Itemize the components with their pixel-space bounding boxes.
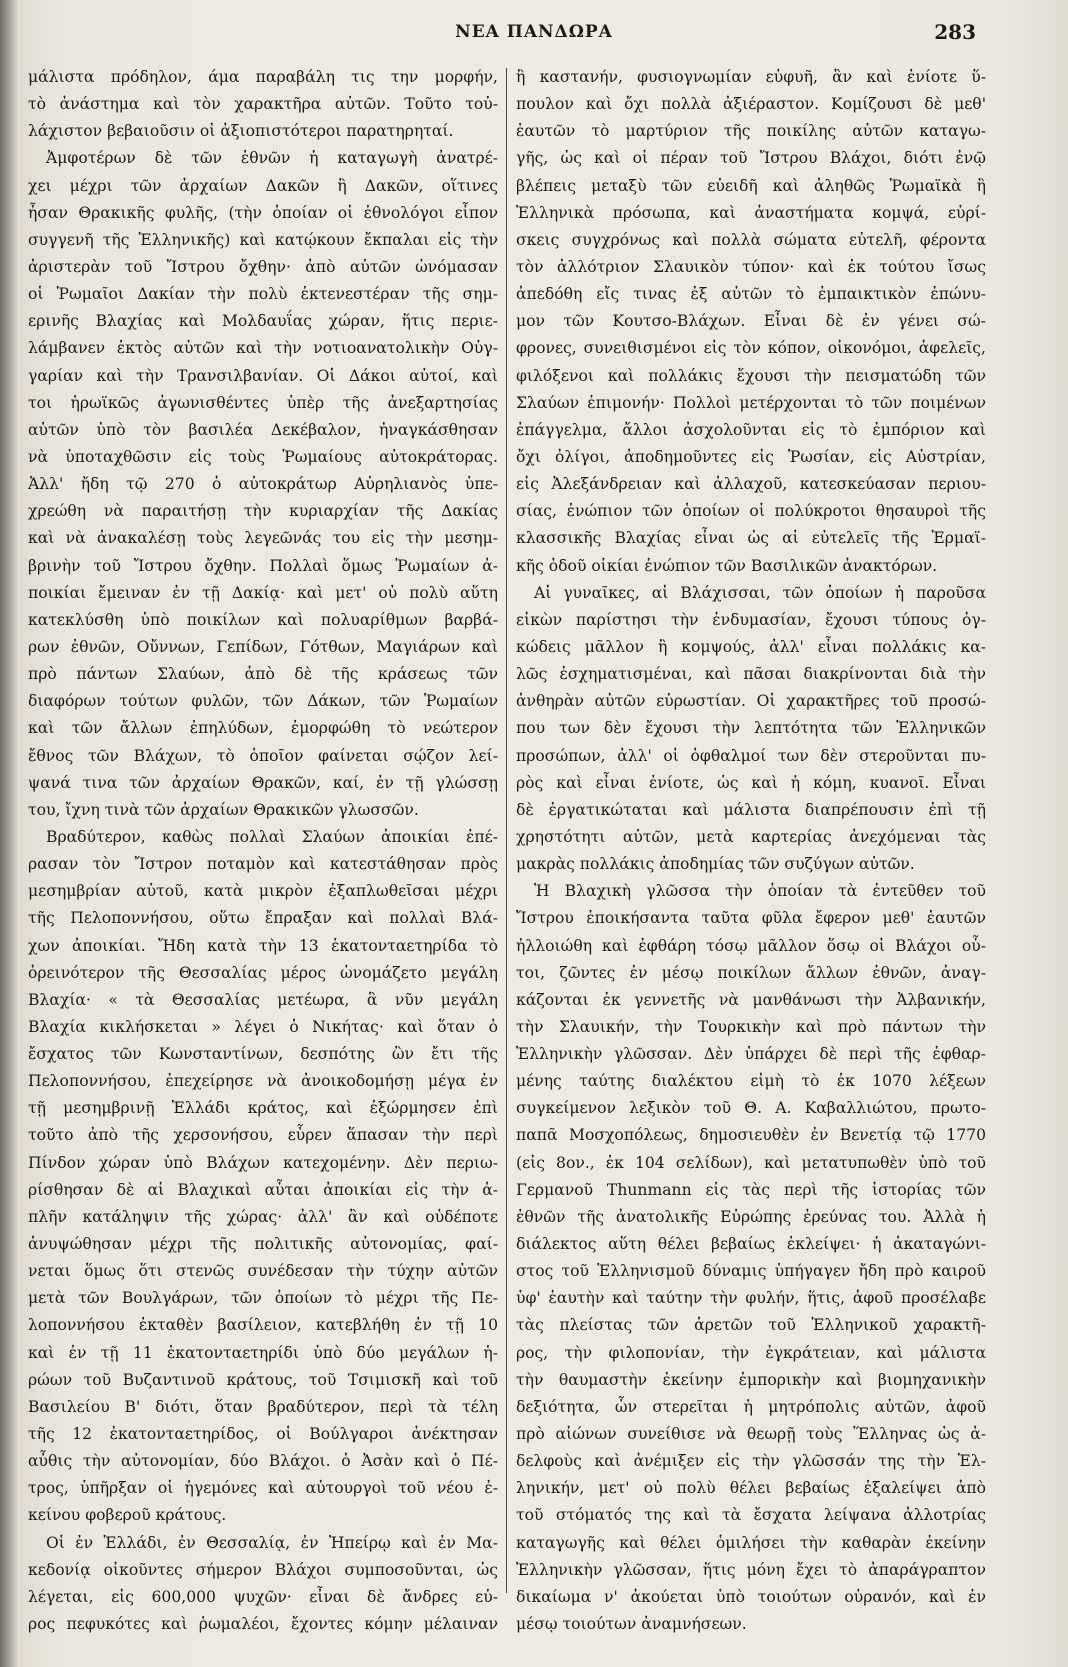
text-line: τὴν θαυμαστὴν ἐκείνην ἐμπορικὴν καὶ βιομηχανικὴν [516,1370,986,1389]
text-line: ἐπάγγελμα, ἄλλοι ἀσχολοῦνται εἰς τὸ ἐμπόριον καὶ [516,420,986,439]
text-line: προσώπων, ἀλλ' οἱ ὀφθαλμοί των δὲν στεροῦνται πυ- [516,746,986,765]
text-line: ὄχι ὀλίγοι, ἀποδημοῦντες εἰς Ῥωσίαν, εἰς Αὐστρίαν, [516,447,986,466]
text-line: γῆς, ὡς καὶ οἱ πέραν τοῦ Ἴστρου Βλάχοι, διότι ἐνῷ [516,149,986,168]
text-line: Βλαχία κικλήσκεται » λέγει ὁ Νικήτας· καὶ ὅταν ὁ [28,1017,498,1036]
text-line: τοῦτο ἀπὸ τῆς χερσονήσου, εὗρεν ἅπασαν τὴν περὶ [28,1126,498,1145]
text-line: κεδονίᾳ οἰκοῦντες σήμερον Βλάχοι συμποσοῦνται, ὡς [28,1560,498,1579]
text-line: αὐτῶν ὑπὸ τὸν βασιλέα Δεκέβαλον, ἠναγκάσθησαν [28,420,498,439]
text-line: Βραδύτερον, καθὼς πολλαὶ Σλαύων ἀποικίαι ἐπέ- [46,827,498,846]
text-line: ποικίαι ἔμειναν ἐν τῇ Δακίᾳ· καὶ μετ' οὐ πολὺ αὕτη [28,583,498,602]
text-line: ἀπεδόθη εἴς τινας ἐξ αὐτῶν τὸ ἐμπαικτικὸν ἐπώνυ- [516,285,986,304]
column-divider [506,68,507,1593]
text-line: ἀνυψώθησαν μέχρι τῆς πολιτικῆς αὐτονομίας, φαί- [28,1235,498,1254]
text-line: του, ἴχνη τινὰ τῶν ἀρχαίων Θρακικῶν γλωσσῶν. [28,800,419,819]
text-line: κατεκλύσθη ὑπὸ ποικίλων καὶ πολυαρίθμων βαρβά- [28,610,498,629]
text-line: λοποννήσου ἐκταθὲν βασίλειον, κατεβλήθη ἐν τῇ 10 [28,1316,498,1335]
text-line: μένης ταύτης διαλέκτου εἰμὴ τὸ ἐκ 1070 λέξεων [516,1072,986,1091]
text-line: πρὸ πάντων Σλαύων, ἀπὸ δὲ τῆς κράσεως τῶν [28,665,498,684]
text-line: λάμβανεν ἐκτὸς αὐτῶν καὶ τὴν νοτιοανατολικὴν Οὐγ- [28,339,498,358]
text-line: ἔθνος τῶν Βλάχων, τὸ ὁποῖον φαίνεται σῴζον λεί- [28,746,498,765]
text-line: Αἱ γυναῖκες, αἱ Βλάχισσαι, τῶν ὁποίων ἡ παροῦσα [534,583,986,602]
text-line: ρὸς καὶ εἶναι ἐνίοτε, ὡς καὶ ἡ κόμη, κυανοῖ. Εἶναι [516,773,986,792]
text-line: τοῦ στόματός της καὶ τὰ ἔσχατα λείψανα ἀλλοτρίας [516,1506,986,1525]
text-line: σκεις συγχρόνως καὶ πολλὰ σώματα εὐτελῆ, φέροντα [516,230,986,249]
text-line: σίας, ἐνώπιον τῶν ὁποίων οἱ πολύκροτοι θησαυροὶ τῆς [516,502,986,521]
text-line: λῶς ἐσχηματισμέναι, καὶ πᾶσαι διακρίνονται διὰ τὴν [516,665,986,684]
text-line: πρὸ αἰώνων συνείθισε νὰ θεωρῇ τοὺς Ἕλληνας ὡς ἀ- [516,1425,986,1444]
text-line: ἑαυτῶν τὸ μαρτύριον τῆς ποικίλης αὐτῶν καταγω- [516,122,986,141]
text-line: αὖθις τὴν αὐτονομίαν, δύο Βλάχοι. ὁ Ἀσὰν καὶ ὁ Πέ- [28,1452,498,1471]
text-line: ἦσαν Θρακικῆς φυλῆς, (τὴν ὁποίαν οἱ ἐθνολόγοι εἶπον [28,203,498,222]
text-line: πλῆν κατάληψιν τῆς χώρας· ἀλλ' ἂν καὶ οὐδέποτε [28,1207,498,1226]
text-line: Ἑλληνικὴν γλῶσσαν, ἥτις μόνη ἔχει τὸ ἀπαράγραπτον [516,1560,986,1579]
text-line: Πελοποννήσου, ἐπεχείρησε νὰ ἀνοικοδομήσῃ μέγα ἐν [28,1072,498,1091]
text-line: κείνου φοβεροῦ κράτους. [28,1506,227,1525]
text-line: ἀριστερὰν τοῦ Ἴστρου ὄχθην· ἀπὸ αὐτῶν ὠνόμασαν [28,257,498,276]
text-line: ἔσχατος τῶν Κωνσταντίνων, δεσπότης ὢν ἔτι τῆς [28,1045,498,1064]
text-line: χρεώθη νὰ παραιτήσῃ τὴν κυριαρχίαν τῆς Δακίας [28,502,498,521]
text-line: ὀρεινότερον τῆς Θεσσαλίας μέρος ὠνομάζετο μεγάλη [28,963,498,982]
text-line: ψανά τινα τῶν ἀρχαίων Θρακῶν, καί, ἐν τῇ γλώσσῃ [28,773,498,792]
text-line: μεσημβρίαν αὐτοῦ, κατὰ μικρὸν ἐξαπλωθεῖσαι μέχρι [28,882,498,901]
text-line: κώδεις μᾶλλον ἢ κομψούς, ἀλλ' εἶναι πολλάκις κα- [516,637,986,656]
text-line: χει μέχρι τῶν ἀρχαίων Δακῶν ἢ Δακῶν, οἵτινες [28,176,498,195]
text-line: τοι ἡρωϊκῶς ἀγωνισθέντες ὑπὲρ τῆς ἀνεξαρτησίας [28,393,498,412]
text-line: μακρὰς πολλάκις ἀποδημίας τῶν συζύγων αὐτῶν. [516,855,915,874]
page-header [0,22,1068,52]
text-line: ληνικήν, μετ' οὐ πολὺ θέλει βεβαίως ἐξαλείψει ἀπὸ [516,1479,986,1498]
left-column [28,64,498,1634]
text-line: τὸ ἀνάστημα καὶ τὸν χαρακτῆρα αὐτῶν. Τοῦτο τοὐ- [28,95,498,114]
page-number: 283 [934,20,976,44]
text-line: ρος, τὴν φιλοπονίαν, τὴν ἐγκράτειαν, καὶ μάλιστα [516,1343,986,1362]
text-line: τρος, ὑπῆρξαν οἱ ἡγεμόνες καὶ αὐτουργοὶ τοῦ νέου ἐ- [28,1479,498,1498]
text-line: γαρίαν καὶ τὴν Τρανσιλβανίαν. Οἱ Δάκοι αὐτοί, καὶ [28,366,498,385]
text-line: φρονες, συνειθισμένοι εἰς τὸν κόπον, οἰκονόμοι, ἀφελεῖς, [516,339,986,358]
text-line: δεξιότητα, ὧν στερεῖται ἡ μητρόπολις αὐτῶν, ἀφοῦ [516,1397,986,1416]
text-line: ρος πεφυκότες καὶ ῥωμαλέοι, ἔχοντες κόμην μέλαιναν [28,1615,498,1634]
text-line: που των δὲν ἔχουσι τὴν λεπτότητα τῶν Ἑλληνικῶν [516,719,986,738]
text-columns [28,64,988,1634]
text-line: μέσῳ τοιούτων ἀναμνήσεων. [516,1615,747,1634]
text-line: ερινῆς Βλαχίας καὶ Μολδαυΐας χώραν, ἥτις περιε- [28,312,498,331]
text-line: στος τοῦ Ἑλληνισμοῦ δύναμις ὑπήγαγεν ἤδη πρὸ καιροῦ [516,1262,986,1281]
text-line: χρηστότητι αὐτῶν, μετὰ καρτερίας ἀνεχόμεναι τὰς [516,827,986,846]
text-line: καὶ τῶν ἄλλων ἐπηλύδων, ἐμορφώθη τὸ νεώτερον [28,719,498,738]
text-line: μετὰ τῶν Βουλγάρων, τῶν ὁποίων τὸ μέχρι τῆς Πε- [28,1289,498,1308]
text-line: ρίσθησαν δὲ αἱ Βλαχικαὶ αὗται ἀποικίαι εἰς τὴν ἁ- [28,1180,498,1199]
text-line: κλασσικῆς Βλαχίας εἶναι ὡς αἱ εὐτελεῖς τῆς Ἑρμαϊ- [516,529,986,548]
text-line: Πίνδον χώραν ὑπὸ Βλάχων κατεχομένην. Δὲν περιω- [28,1153,498,1172]
right-column [516,64,986,1634]
text-line: λάχιστον βεβαιοῦσιν οἱ ἀξιοπιστότεροι παρατηρηταί. [28,122,454,141]
text-line: Σλαύων ἐπιμονήν· Πολλοὶ μετέρχονται τὸ τῶν ποιμένων [516,393,986,412]
text-line: τοι, ζῶντες ἐν μέσῳ ποικίλων ἄλλων ἐθνῶν, ἀναγ- [516,963,986,982]
text-line: τῇ μεσημβρινῇ Ἑλλάδι κράτος, καὶ ἐξώρμησεν ἐπὶ [28,1099,498,1118]
text-line: βλέπεις μεταξὺ τῶν εὐειδῆ καὶ ἀληθῶς Ῥωμαϊκὰ ἢ [516,176,986,195]
text-line: διάλεκτος αὕτη θέλει βεβαίως ἐκλείψει· ἡ ἀκαταγώνι- [516,1235,986,1254]
text-line: χων ἀποικίαι. Ἤδη κατὰ τὴν 13 ἑκατονταετηρίδα τὸ [28,936,498,955]
text-line: διαφόρων τούτων φυλῶν, τῶν Δάκων, τῶν Ῥωμαίων [28,692,498,711]
text-line: Ἑλληνικὰ πρόσωπα, καὶ ἀναστήματα κομψά, εὑρί- [516,203,986,222]
text-line: καὶ ἐν τῇ 11 ἑκατονταετηρίδι ὑπὸ δύο μεγάλων ἡ- [28,1343,498,1362]
text-line: παπᾶ Μοσχοπόλεως, δημοσιευθὲν ἐν Βενετίᾳ τῷ 1770 [516,1126,986,1145]
text-line: Γερμανοῦ Thunmann εἰς τὰς περὶ τῆς ἱστορίας τῶν [516,1180,986,1199]
text-line: ἀνθηρὰν αὐτῶν εὐρωστίαν. Οἱ χαρακτῆρες τοῦ προσώ- [516,692,986,711]
text-line: τὸν ἀλλότριον Σλαυικὸν τύπον· καὶ ἐκ τούτου ἴσως [516,257,986,276]
binding-shadow [0,0,18,1667]
text-line: Ἑλληνικὴν γλῶσσαν. Δὲν ὑπάρχει δὲ περὶ τῆς ἐφθαρ- [516,1045,986,1064]
text-line: μάλιστα πρόδηλον, άμα παραβάλη τις την μορφήν, [28,68,498,86]
text-line: ἐθνῶν τῆς ἀνατολικῆς Εὐρώπης ἐρεύνας του. Ἀλλὰ ἡ [516,1207,986,1226]
text-line: τῆς 12 ἑκατονταετηρίδος, οἱ Βούλγαροι ἀνέκτησαν [28,1425,498,1444]
text-line: φιλόξενοι καὶ πολλάκις ἔχουσι τὴν πεισματώδη τῶν [516,366,986,385]
text-line: κῆς ὁδοῦ οἰκίαι ἐνώπιον τῶν Βασιλικῶν ἀνακτόρων. [516,556,938,575]
text-line: πουλον καὶ ὄχι πολλὰ ἀξιέραστον. Κομίζουσι δὲ μεθ' [516,95,986,114]
text-line: δικαίωμα ν' ἀκούεται ὑπὸ τοιούτων οὐρανόν, καὶ ἐν [516,1587,986,1606]
text-line: καταγωγῆς καὶ θέλει ὁμιλήσει τὴν καθαρὰν ἐκείνην [516,1533,986,1552]
text-line: συγγενῆ τῆς Ἑλληνικῆς) καὶ κατῴκουν ἔκπαλαι εἰς τὴν [28,230,498,249]
text-line: Οἱ ἐν Ἑλλάδι, ἐν Θεσσαλίᾳ, ἐν Ἠπείρῳ καὶ ἐν Μα- [46,1533,498,1552]
text-line: Ἴστρου ἐποικήσαντα ταῦτα φῦλα ἔφερον μεθ' ἑαυτῶν [516,909,986,928]
text-line: κάζονται ἐκ γεννετῆς νὰ μανθάνωσι τὴν Ἀλβανικήν, [516,990,986,1009]
text-line: Ἡ Βλαχικὴ γλῶσσα τὴν ὁποίαν τὰ ἐντεῦθεν τοῦ [534,882,986,901]
text-line: νεται ὅμως ὅτι στενῶς συνέδεσαν τὴν τύχην αὐτῶν [28,1262,498,1281]
text-line: Βλαχία· « τὰ Θεσσαλίας μετέωρα, ἃ νῦν μεγάλη [28,990,498,1009]
text-line: δελφοὺς καὶ ἀνέμιξεν εἰς τὴν γλῶσσάν της τὴν Ἑλ- [516,1452,986,1471]
text-line: (εἰς 8ον., ἐκ 104 σελίδων), καὶ μετατυπωθὲν ὑπὸ τοῦ [516,1153,986,1172]
text-line: ἢ καστανήν, φυσιογνωμίαν εὐφυῆ, ἂν καὶ ἐνίοτε ὕ- [516,68,986,86]
text-line: Βασιλείου Β' διότι, ὅταν βραδύτερον, περὶ τὰ τέλη [28,1397,498,1416]
text-line: ὑφ' ἑαυτὴν καὶ ταύτην τὴν φυλήν, ἥτις, ἀφοῦ προσέλαβε [516,1289,986,1308]
text-line: εἰς Ἀλεξάνδρειαν καὶ ἀλλαχοῦ, κατεσκεύασαν περιου- [516,475,986,494]
text-line: νὰ ὑποταχθῶσιν εἰς τοὺς Ῥωμαίους αὐτοκράτορας. [28,447,498,466]
text-line: ρώων τοῦ Βυζαντινοῦ κράτους, τοῦ Τσιμισκῆ καὶ τοῦ [28,1370,498,1389]
text-line: δὲ ἐργατικώταται καὶ μάλιστα διαπρέπουσιν ἐπὶ τῇ [516,800,986,819]
text-line: ἠλλοιώθη καὶ ἐφθάρη τόσῳ μᾶλλον ὅσῳ οἱ Βλάχοι οὗ- [516,936,986,955]
text-line: τὴν Σλαυικήν, τὴν Τουρκικὴν καὶ πρὸ πάντων τὴν [516,1017,986,1036]
text-line: βρινὴν τοῦ Ἴστρου ὄχθην. Πολλαὶ ὅμως Ῥωμαίων ἀ- [28,556,498,575]
text-line: ρων ἐθνῶν, Οὔννων, Γεπίδων, Γότθων, Μαγιάρων καὶ [28,637,498,656]
text-line: λέγεται, εἰς 600,000 ψυχῶν· εἶναι δὲ ἄνδρες εὐ- [28,1587,498,1606]
text-line: ρασαν τὸν Ἴστρον ποταμὸν καὶ κατεστάθησαν πρὸς [28,855,498,874]
text-line: τὰς πλείστας τῶν ἀρετῶν τοῦ Ἑλληνικοῦ χαρακτῆ- [516,1316,986,1335]
text-line: οἱ Ῥωμαῖοι Δακίαν τὴν πολὺ ἐκτενεστέραν τῆς σημ- [28,285,498,304]
text-line: Ἀμφοτέρων δὲ τῶν ἐθνῶν ἡ καταγωγὴ ἀνατρέ- [46,149,498,168]
running-title: ΝΕΑ ΠΑΝΔΩΡΑ [455,22,613,42]
text-line: τῆς Πελοποννήσου, οὕτω ἔπραξαν καὶ πολλαὶ Βλά- [28,909,498,928]
text-line: συγκείμενον λεξικὸν τοῦ Θ. Α. Καβαλλιώτου, πρωτο- [516,1099,986,1118]
text-line: Ἀλλ' ἤδη τῷ 270 ὁ αὐτοκράτωρ Αὐρηλιανὸς ὑπε- [28,475,498,494]
text-line: καὶ νὰ ἀνακαλέσῃ τοὺς λεγεῶνάς του εἰς τὴν μεσημ- [28,529,498,548]
text-line: εἰκὼν παρίστησι τὴν ἐνδυμασίαν, ἔχουσι τύπους ὀγ- [516,610,986,629]
text-line: μον τῶν Κουτσο-Βλάχων. Εἶναι δὲ ἐν γένει σώ- [516,312,986,331]
